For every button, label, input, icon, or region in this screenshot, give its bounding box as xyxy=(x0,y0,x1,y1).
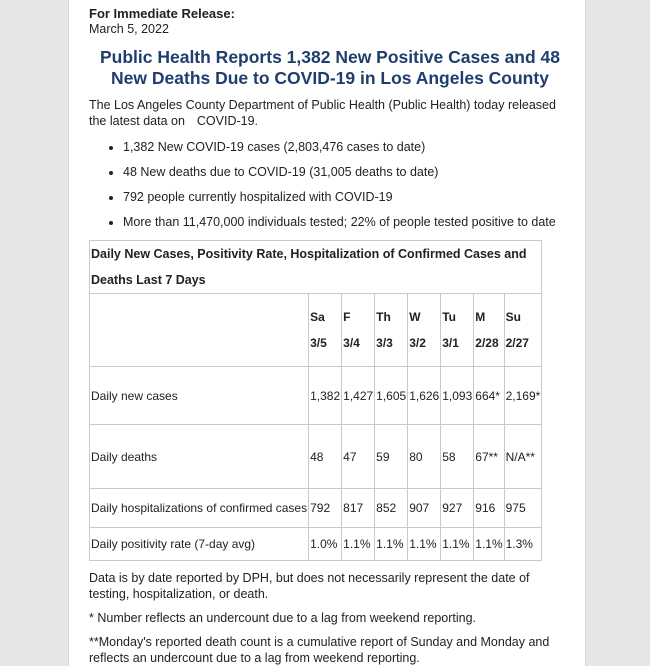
table-cell: 1,605 xyxy=(375,367,408,425)
intro-link-text: COVID-19. xyxy=(196,114,259,128)
table-cell: 1.1% xyxy=(408,528,441,561)
page-title: Public Health Reports 1,382 New Positive Cases and 48 New Deaths Due to COVID-19 in Los Angeles County xyxy=(99,47,561,88)
table-cell: 1.0% xyxy=(309,528,342,561)
footnote-double-asterisk: **Monday's reported death count is a cumulative report of Sunday and Monday and reflects an undercount due to a lag from weekend reporting. xyxy=(89,635,550,665)
table-row xyxy=(90,528,542,561)
press-release-page xyxy=(68,0,586,666)
table-cell: 916 xyxy=(474,489,504,528)
day-date: 3/2 xyxy=(409,336,426,350)
list-item: • 48 New deaths due to COVID-19 (31,005 deaths to date) xyxy=(123,164,585,180)
day-header xyxy=(408,294,441,367)
list-item: • 1,382 New COVID-19 cases (2,803,476 cases to date) xyxy=(123,139,585,155)
table-cell: 59 xyxy=(375,425,408,489)
release-date: March 5, 2022 xyxy=(89,22,169,36)
table-cell: 1,427 xyxy=(342,367,375,425)
table-cell: 1.3% xyxy=(504,528,542,561)
day-date: 3/4 xyxy=(343,336,360,350)
list-item: • 792 people currently hospitalized with COVID-19 xyxy=(123,189,585,205)
day-header xyxy=(375,294,408,367)
table-cell: 80 xyxy=(408,425,441,489)
day-name: Th xyxy=(376,310,391,324)
row-label: Daily deaths xyxy=(90,425,309,489)
day-date: 2/27 xyxy=(505,336,529,350)
table-cell: 58 xyxy=(441,425,474,489)
day-header xyxy=(441,294,474,367)
day-name: Su xyxy=(505,310,521,324)
row-label: Daily new cases xyxy=(90,367,309,425)
table-cell: 907 xyxy=(408,489,441,528)
day-name: W xyxy=(409,310,421,324)
table-caption-line: Daily New Cases, Positivity Rate, Hospitalization of Confirmed Cases and xyxy=(91,247,527,261)
table-caption-row xyxy=(90,241,542,294)
daily-data-table xyxy=(89,240,542,561)
day-name: F xyxy=(343,310,351,324)
release-label: For Immediate Release: xyxy=(89,6,235,21)
day-date: 3/5 xyxy=(310,336,327,350)
table-row xyxy=(90,367,542,425)
table-cell: 664* xyxy=(474,367,504,425)
table-cell: 48 xyxy=(309,425,342,489)
day-header xyxy=(309,294,342,367)
day-header xyxy=(342,294,375,367)
row-label: Daily hospitalizations of confirmed cases xyxy=(90,489,309,528)
table-cell: 975 xyxy=(504,489,542,528)
day-date: 3/1 xyxy=(442,336,459,350)
table-caption xyxy=(90,241,542,294)
day-date: 2/28 xyxy=(475,336,499,350)
list-item: • More than 11,470,000 individuals tested; 22% of people tested positive to date xyxy=(123,214,585,230)
table-cell: 1,626 xyxy=(408,367,441,425)
summary-list xyxy=(89,139,585,230)
intro-paragraph xyxy=(89,97,569,129)
day-header xyxy=(504,294,542,367)
day-date: 3/3 xyxy=(376,336,393,350)
table-header-blank xyxy=(90,294,309,367)
table-cell: 927 xyxy=(441,489,474,528)
table-cell: 1.1% xyxy=(441,528,474,561)
source-note: Data is by date reported by DPH, but does not necessarily represent the date of testing, hospitalization, or death. xyxy=(89,571,530,601)
table-cell: 1.1% xyxy=(342,528,375,561)
day-name: M xyxy=(475,310,486,324)
table-cell: 1,382 xyxy=(309,367,342,425)
table-cell: 1,093 xyxy=(441,367,474,425)
table-cell: 817 xyxy=(342,489,375,528)
footnote-single-asterisk: * Number reflects an undercount due to a lag from weekend reporting. xyxy=(89,611,477,625)
table-cell: 1.1% xyxy=(474,528,504,561)
day-name: Sa xyxy=(310,310,325,324)
table-header-row xyxy=(90,294,542,367)
intro-text: The Los Angeles County Department of Public Health (Public Health) today released the latest data on xyxy=(89,98,556,128)
table-cell: 47 xyxy=(342,425,375,489)
table-caption-line: Deaths Last 7 Days xyxy=(91,273,206,287)
table-cell: 792 xyxy=(309,489,342,528)
day-name: Tu xyxy=(442,310,457,324)
table-cell: N/A** xyxy=(504,425,542,489)
table-cell: 2,169* xyxy=(504,367,542,425)
table-row xyxy=(90,489,542,528)
table-cell: 852 xyxy=(375,489,408,528)
table-cell: 1.1% xyxy=(375,528,408,561)
row-label: Daily positivity rate (7-day avg) xyxy=(90,528,309,561)
day-header xyxy=(474,294,504,367)
table-row xyxy=(90,425,542,489)
table-cell: 67** xyxy=(474,425,504,489)
